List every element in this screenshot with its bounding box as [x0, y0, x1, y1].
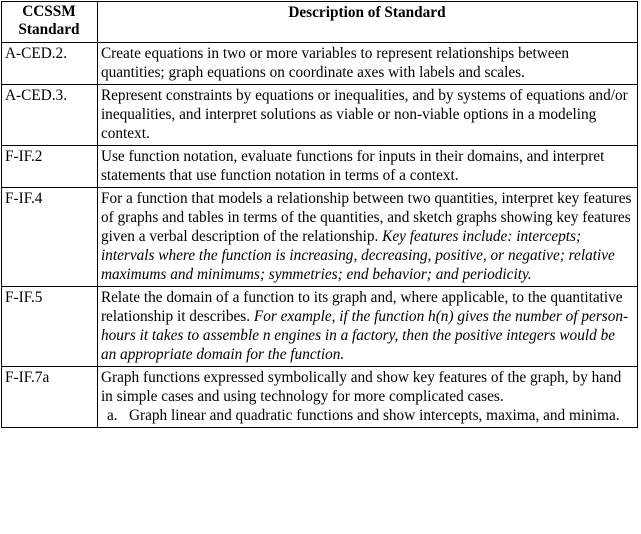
sub-standard-marker: a. [106, 407, 118, 424]
standards-table [1, 1, 638, 428]
header-description: Description of Standard [97, 2, 637, 43]
standard-code: A-CED.2. [2, 43, 98, 85]
standard-example: For example, if the function h(n) gives the number of person-hours it takes to assemble n engines in a factory, then the positive integers would be an appropriate domain for the function. [100, 308, 629, 363]
table-row [2, 287, 638, 367]
standard-code: F-IF.7a [2, 367, 98, 428]
standards-table-wrapper [1, 1, 638, 428]
table-row [2, 367, 638, 428]
standard-description: Use function notation, evaluate functions for inputs in their domains, and interpret statements that use function notation in terms of a context. [97, 146, 637, 188]
header-standard-line2: Standard [18, 21, 80, 38]
standard-description: Graph functions expressed symbolically and show key features of the graph, by hand in simple cases and using technology for more complicated cases. [100, 369, 622, 405]
standard-description-cell [97, 367, 637, 428]
sub-standard-text: Graph linear and quadratic functions and show intercepts, maxima, and minima. [128, 407, 620, 424]
sub-standard-item [101, 406, 633, 425]
table-row [2, 188, 638, 287]
standard-code: A-CED.3. [2, 85, 98, 146]
table-row [2, 146, 638, 188]
standard-description: Create equations in two or more variables to represent relationships between quantities; graph equations on coordinate axes with labels and scales. [97, 43, 637, 85]
table-row [2, 85, 638, 146]
table-row [2, 43, 638, 85]
table-header-row [2, 2, 638, 43]
standard-description-cell [97, 287, 637, 367]
header-standard-line1: CCSSM [22, 3, 76, 20]
standard-description: For a function that models a relationship between two quantities, interpret key features of graphs and tables in terms of the quantities, and sketch graphs showing key features given a verbal description of the relationship. [100, 190, 632, 245]
standard-code: F-IF.5 [2, 287, 98, 367]
header-standard [2, 2, 98, 43]
standard-note: Key features include: intercepts; intervals where the function is increasing, decreasing, positive, or negative; relative maximums and minimums; symmetries; end behavior; and periodicity. [100, 228, 615, 283]
standard-description: Represent constraints by equations or inequalities, and by systems of equations and/or inequalities, and interpret solutions as viable or non-viable options in a modeling context. [97, 85, 637, 146]
standard-code: F-IF.4 [2, 188, 98, 287]
standard-description: Relate the domain of a function to its graph and, where applicable, to the quantitative relationship it describes. [100, 289, 623, 325]
standard-description-cell [97, 188, 637, 287]
standard-code: F-IF.2 [2, 146, 98, 188]
